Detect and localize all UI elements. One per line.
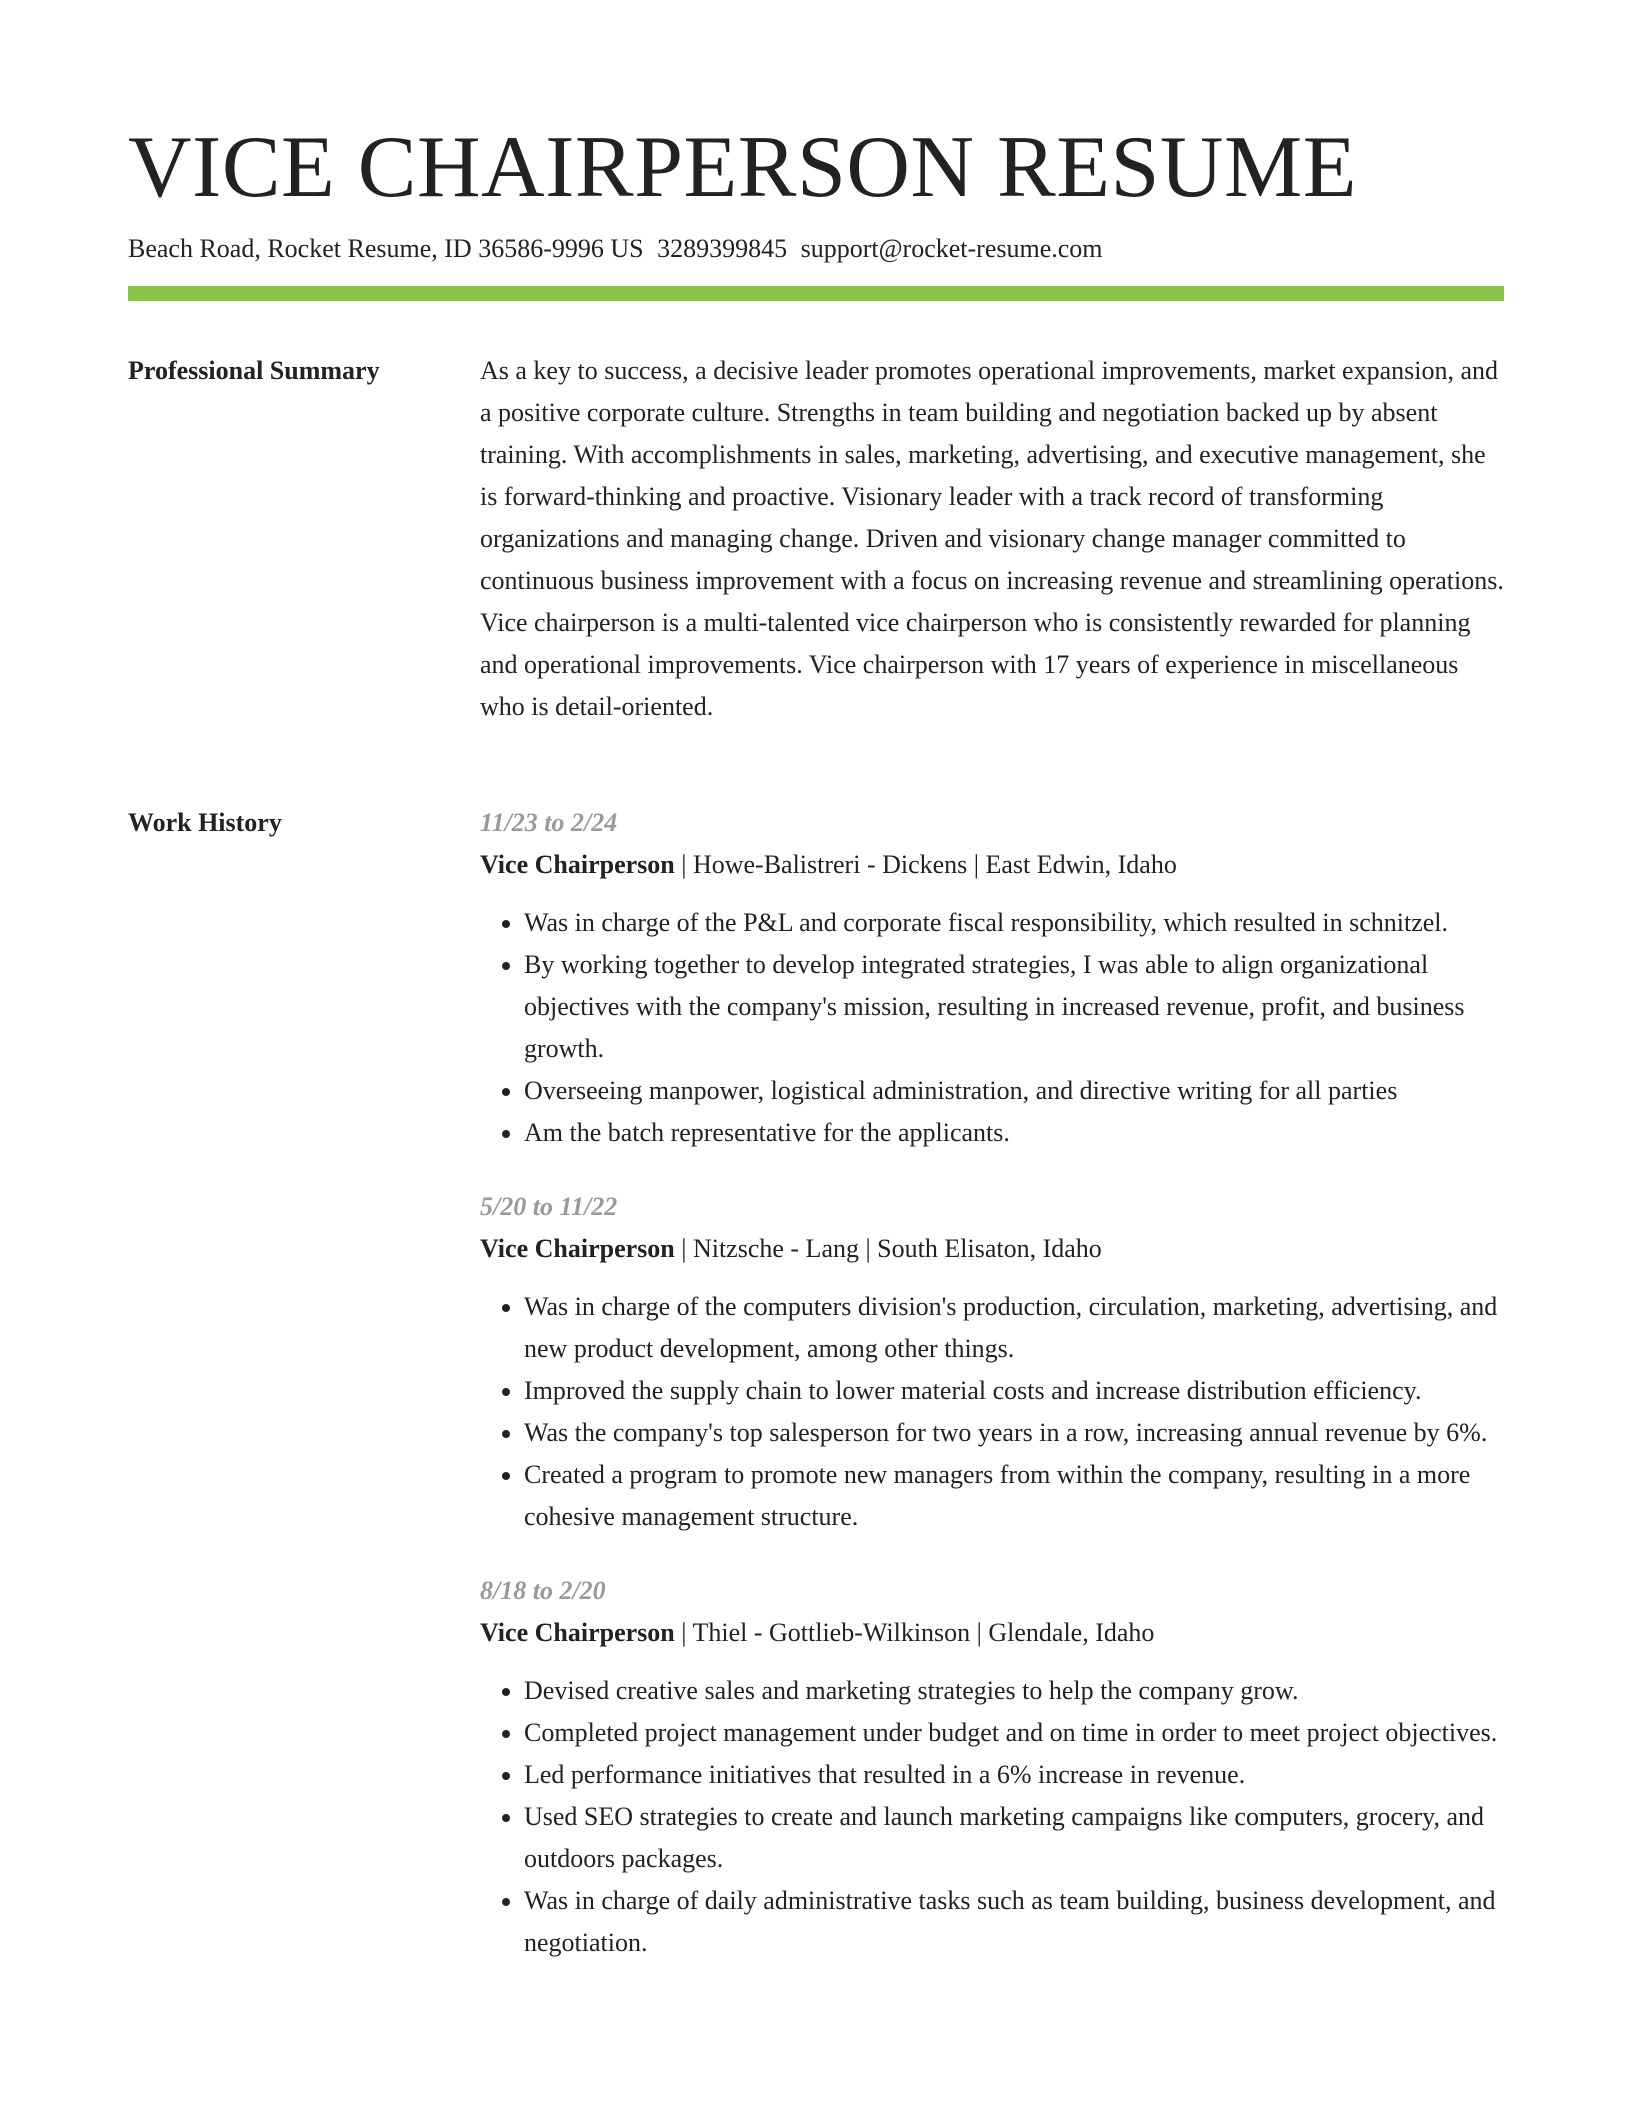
summary-body: [480, 350, 1504, 728]
job-heading: [480, 1612, 1504, 1654]
job-details: | Howe-Balistreri - Dickens | East Edwin, Idaho: [674, 850, 1177, 879]
job-title: Vice Chairperson: [480, 850, 675, 879]
job-heading: [480, 1228, 1504, 1270]
job-dates: 11/23 to 2/24: [480, 808, 618, 837]
list-item: • Completed project management under budget and on time in order to meet project objectives.: [524, 1712, 1504, 1754]
contact-line: [128, 232, 1103, 266]
list-item: • Improved the supply chain to lower material costs and increase distribution efficiency.: [524, 1370, 1504, 1412]
job-bullets: [480, 1286, 1504, 1538]
address: Beach Road, Rocket Resume, ID 36586-9996 US: [128, 234, 644, 263]
phone: 3289399845: [657, 234, 788, 263]
list-item: • Am the batch representative for the applicants.: [524, 1112, 1504, 1154]
list-item: • Was in charge of daily administrative tasks such as team building, business development, and negotiation.: [524, 1880, 1504, 1964]
section-heading: Professional Summary: [128, 356, 380, 385]
job-title: Vice Chairperson: [480, 1618, 675, 1647]
list-item: • Used SEO strategies to create and launch marketing campaigns like computers, grocery, and outdoors packages.: [524, 1796, 1504, 1880]
work-history-body: [480, 802, 1504, 1996]
job-details: | Nitzsche - Lang | South Elisaton, Idaho: [674, 1234, 1102, 1263]
job-entry: [480, 1186, 1504, 1538]
job-bullets: [480, 1670, 1504, 1964]
job-entry: [480, 1570, 1504, 1964]
job-bullets: [480, 902, 1504, 1154]
resume-title: VICE CHAIRPERSON RESUME: [128, 119, 1357, 216]
job-details: | Thiel - Gottlieb-Wilkinson | Glendale, Idaho: [674, 1618, 1155, 1647]
list-item: • Created a program to promote new managers from within the company, resulting in a more cohesive management structure.: [524, 1454, 1504, 1538]
list-item: • Was in charge of the P&L and corporate fiscal responsibility, which resulted in schnitzel.: [524, 902, 1504, 944]
list-item: • Was the company's top salesperson for two years in a row, increasing annual revenue by 6%.: [524, 1412, 1504, 1454]
list-item: • By working together to develop integrated strategies, I was able to align organizational objectives with the company's mission, resulting in increased revenue, profit, and business growth.: [524, 944, 1504, 1070]
email: support@rocket-resume.com: [800, 234, 1103, 263]
job-title: Vice Chairperson: [480, 1234, 675, 1263]
summary-text: As a key to success, a decisive leader promotes operational improvements, market expansion, and a positive corporate culture. Strengths in team building and negotiation backed up by absent training. With accomplishments in sales, marketing, advertising, and executive management, she is forward-thinking and proactive. Visionary leader with a track record of transforming organizations and managing change. Driven and visionary change manager committed to continuous business improvement with a focus on increasing revenue and streamlining operations. Vice chairperson is a multi-talented vice chairperson who is consistently rewarded for planning and operational improvements. Vice chairperson with 17 years of experience in miscellaneous who is detail-oriented.: [480, 356, 1504, 721]
job-dates: 5/20 to 11/22: [480, 1192, 618, 1221]
accent-divider: [128, 286, 1504, 301]
list-item: • Led performance initiatives that resulted in a 6% increase in revenue.: [524, 1754, 1504, 1796]
job-heading: [480, 844, 1504, 886]
list-item: • Devised creative sales and marketing strategies to help the company grow.: [524, 1670, 1504, 1712]
job-dates: 8/18 to 2/20: [480, 1576, 606, 1605]
list-item: • Was in charge of the computers division's production, circulation, marketing, advertising, and new product development, among other things.: [524, 1286, 1504, 1370]
list-item: • Overseeing manpower, logistical administration, and directive writing for all parties: [524, 1070, 1504, 1112]
job-entry: [480, 802, 1504, 1154]
section-heading: Work History: [128, 808, 282, 837]
